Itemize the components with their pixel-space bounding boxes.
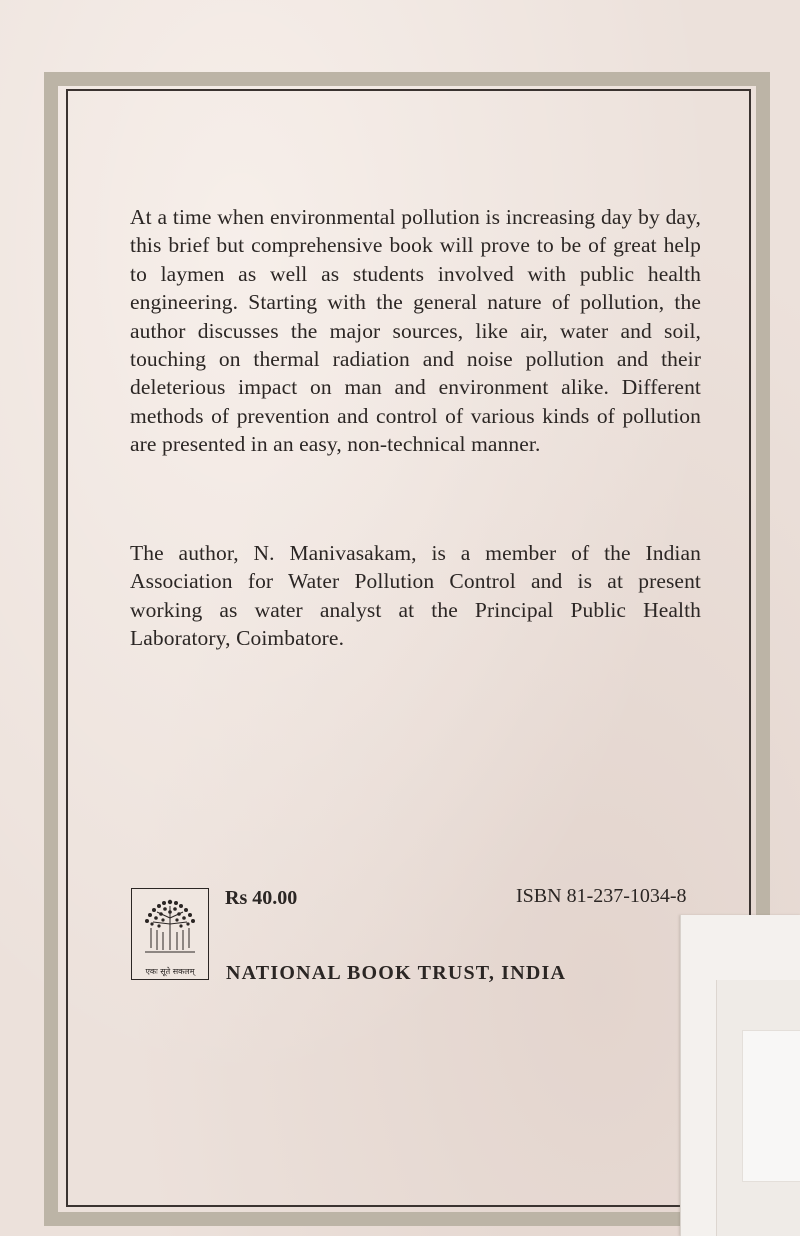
sticker-label xyxy=(742,1030,800,1182)
emblem-motto: एकः सूते सकलम् xyxy=(145,967,195,976)
price-label: Rs 40.00 xyxy=(225,887,298,909)
banyan-tree-icon xyxy=(135,892,205,962)
author-bio: The author, N. Manivasakam, is a member of the Indian Association for Water Pollution Control and is at present working as water analyst at the Principal Public Health Laboratory, Coimbatore. xyxy=(130,541,701,651)
publisher-emblem xyxy=(131,888,209,980)
publisher-name: NATIONAL BOOK TRUST, INDIA xyxy=(226,962,567,984)
isbn-label: ISBN 81-237-1034-8 xyxy=(516,885,687,907)
book-description: At a time when environmental pollution is increasing day by day, this brief but comprehensive book will prove to be of great help to laymen as well as students involved with public health engineering. Starting with the general nature of pollution, the author discusses the major sources, like air, water and soil, touching on thermal radiation and noise pollution and their deleterious impact on man and environment alike. Different methods of prevention and control of various kinds of pollution are presented in an easy, non-technical manner. xyxy=(130,205,701,457)
